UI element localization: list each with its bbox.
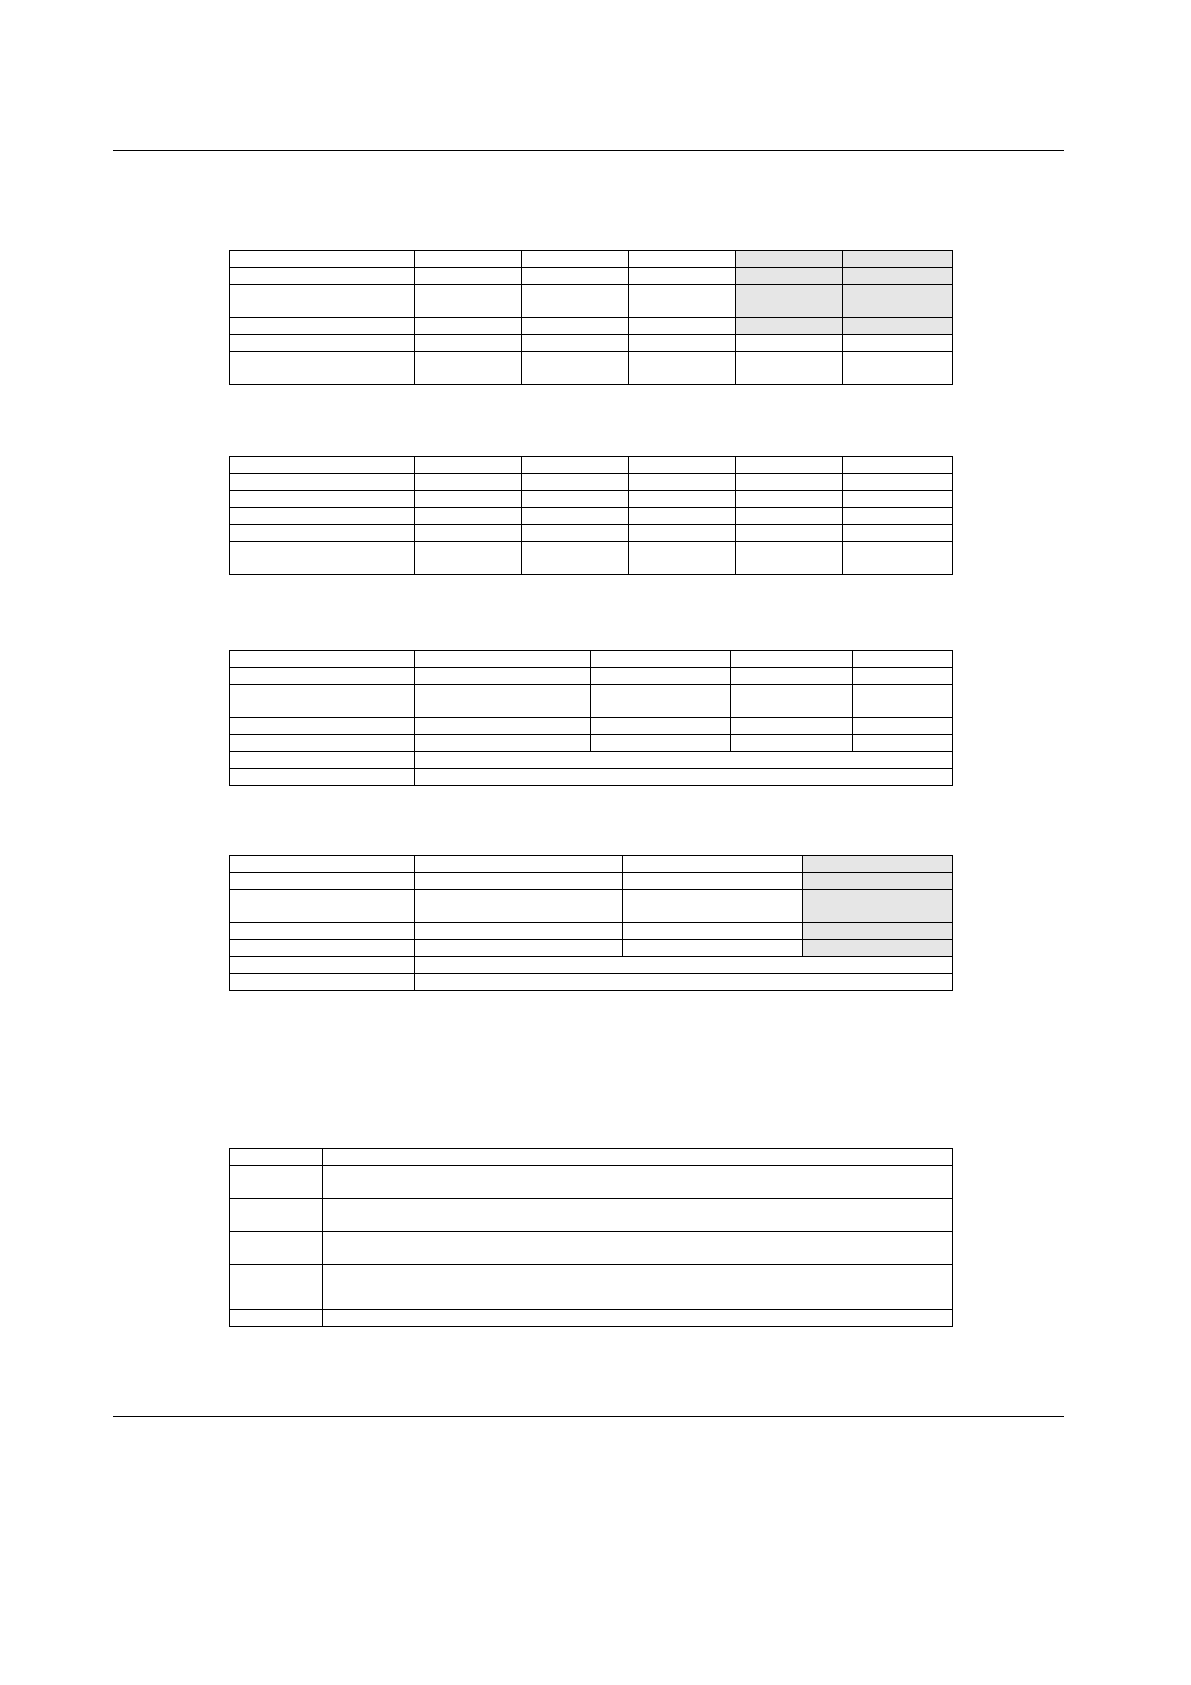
table-cell [415, 525, 522, 542]
table-cell [230, 285, 415, 318]
table-cell [853, 718, 953, 735]
table-cell [230, 752, 415, 769]
table-cell [415, 352, 522, 385]
table-cell [803, 873, 953, 890]
specification-table-4 [229, 855, 953, 991]
table-cell [230, 923, 415, 940]
table-row [230, 856, 953, 873]
table-cell [323, 1232, 953, 1265]
table-cell [843, 318, 953, 335]
table-cell [736, 251, 843, 268]
table-cell [230, 873, 415, 890]
table-row [230, 940, 953, 957]
table-cell [230, 542, 415, 575]
specification-table-2 [229, 456, 953, 575]
table-cell [230, 769, 415, 786]
table-cell [843, 335, 953, 352]
table-cell [230, 957, 415, 974]
table-cell [415, 752, 953, 769]
table-cell [415, 923, 623, 940]
table-row [230, 890, 953, 923]
table-cell [230, 474, 415, 491]
table-cell [522, 268, 629, 285]
table-cell [736, 335, 843, 352]
table-cell [591, 668, 731, 685]
table-cell [629, 491, 736, 508]
table-row [230, 542, 953, 575]
table-cell [623, 923, 803, 940]
table-cell [522, 352, 629, 385]
table-row [230, 718, 953, 735]
table-cell [629, 474, 736, 491]
table-cell [736, 457, 843, 474]
table-cell [230, 525, 415, 542]
table-cell [415, 335, 522, 352]
table-cell [522, 457, 629, 474]
table-cell [230, 974, 415, 991]
table-cell [230, 1232, 323, 1265]
table-cell [843, 251, 953, 268]
table-cell [591, 718, 731, 735]
table-cell [623, 856, 803, 873]
table-cell [522, 508, 629, 525]
table-row [230, 352, 953, 385]
table-cell [843, 542, 953, 575]
specification-table-3 [229, 650, 953, 786]
table-row [230, 651, 953, 668]
table-cell [853, 735, 953, 752]
table-cell [230, 335, 415, 352]
table-cell [522, 474, 629, 491]
table-row [230, 525, 953, 542]
table-cell [803, 856, 953, 873]
table-cell [323, 1265, 953, 1310]
table-cell [736, 352, 843, 385]
table-cell [323, 1149, 953, 1166]
table-cell [736, 525, 843, 542]
table-row [230, 873, 953, 890]
table-cell [843, 508, 953, 525]
table-cell [415, 873, 623, 890]
table-row [230, 1166, 953, 1199]
table-cell [415, 940, 623, 957]
table-row [230, 457, 953, 474]
table-row [230, 769, 953, 786]
table-cell [629, 542, 736, 575]
table-cell [230, 251, 415, 268]
table-cell [323, 1199, 953, 1232]
table-cell [629, 457, 736, 474]
table-cell [731, 718, 853, 735]
table-cell [736, 542, 843, 575]
table-cell [623, 890, 803, 923]
table-row [230, 1265, 953, 1310]
table-cell [591, 735, 731, 752]
table-cell [230, 735, 415, 752]
table-cell [623, 873, 803, 890]
table-cell [230, 508, 415, 525]
table-row [230, 974, 953, 991]
table-cell [629, 508, 736, 525]
table-cell [522, 318, 629, 335]
table-cell [843, 457, 953, 474]
table-cell [522, 542, 629, 575]
table-cell [415, 974, 953, 991]
table-cell [230, 685, 415, 718]
table-cell [731, 668, 853, 685]
table-cell [843, 474, 953, 491]
table-cell [230, 718, 415, 735]
table-row [230, 752, 953, 769]
table-cell [415, 457, 522, 474]
table-cell [323, 1310, 953, 1327]
table-cell [415, 957, 953, 974]
table-cell [803, 890, 953, 923]
table-row [230, 335, 953, 352]
table-cell [736, 491, 843, 508]
table-cell [853, 651, 953, 668]
table-cell [323, 1166, 953, 1199]
table-row [230, 1232, 953, 1265]
table-cell [415, 474, 522, 491]
table-row [230, 474, 953, 491]
table-cell [736, 474, 843, 491]
table-cell [415, 268, 522, 285]
table-row [230, 1199, 953, 1232]
table-cell [415, 651, 591, 668]
table-cell [415, 856, 623, 873]
table-cell [736, 508, 843, 525]
table-cell [522, 285, 629, 318]
table-cell [803, 940, 953, 957]
table-cell [230, 1265, 323, 1310]
table-cell [415, 318, 522, 335]
notes-table [229, 1148, 953, 1327]
table-cell [629, 335, 736, 352]
table-cell [731, 685, 853, 718]
table-cell [415, 542, 522, 575]
table-row [230, 491, 953, 508]
header-divider [113, 150, 1064, 151]
table-cell [230, 1199, 323, 1232]
table-cell [415, 285, 522, 318]
table-row [230, 251, 953, 268]
table-cell [230, 1310, 323, 1327]
table-cell [736, 318, 843, 335]
table-cell [853, 685, 953, 718]
table-row [230, 957, 953, 974]
table-row [230, 685, 953, 718]
table-cell [629, 525, 736, 542]
table-cell [230, 890, 415, 923]
table-row [230, 285, 953, 318]
table-row [230, 268, 953, 285]
table-cell [623, 940, 803, 957]
table-cell [843, 491, 953, 508]
table-row [230, 318, 953, 335]
table-cell [415, 668, 591, 685]
table-cell [731, 651, 853, 668]
table-cell [629, 318, 736, 335]
table-cell [522, 525, 629, 542]
table-cell [853, 668, 953, 685]
table-cell [843, 285, 953, 318]
table-cell [843, 352, 953, 385]
table-row [230, 508, 953, 525]
table-cell [230, 491, 415, 508]
table-cell [415, 508, 522, 525]
specification-table-1 [229, 250, 953, 385]
table-cell [230, 856, 415, 873]
table-row [230, 1149, 953, 1166]
table-cell [803, 923, 953, 940]
table-cell [230, 268, 415, 285]
table-cell [736, 268, 843, 285]
table-cell [230, 318, 415, 335]
table-cell [522, 335, 629, 352]
table-cell [415, 685, 591, 718]
table-cell [230, 457, 415, 474]
table-cell [415, 890, 623, 923]
table-cell [522, 491, 629, 508]
table-cell [731, 735, 853, 752]
table-row [230, 1310, 953, 1327]
table-cell [629, 285, 736, 318]
table-cell [415, 251, 522, 268]
table-cell [230, 352, 415, 385]
table-cell [736, 285, 843, 318]
table-cell [415, 491, 522, 508]
table-cell [415, 718, 591, 735]
table-cell [629, 352, 736, 385]
table-cell [230, 651, 415, 668]
table-cell [522, 251, 629, 268]
table-cell [230, 1166, 323, 1199]
table-cell [415, 769, 953, 786]
table-cell [230, 668, 415, 685]
table-cell [843, 525, 953, 542]
table-row [230, 735, 953, 752]
footer-divider [113, 1416, 1064, 1417]
table-cell [843, 268, 953, 285]
table-cell [230, 940, 415, 957]
table-row [230, 668, 953, 685]
table-row [230, 923, 953, 940]
table-cell [415, 735, 591, 752]
table-cell [230, 1149, 323, 1166]
table-cell [591, 685, 731, 718]
table-cell [629, 251, 736, 268]
table-cell [629, 268, 736, 285]
table-cell [591, 651, 731, 668]
